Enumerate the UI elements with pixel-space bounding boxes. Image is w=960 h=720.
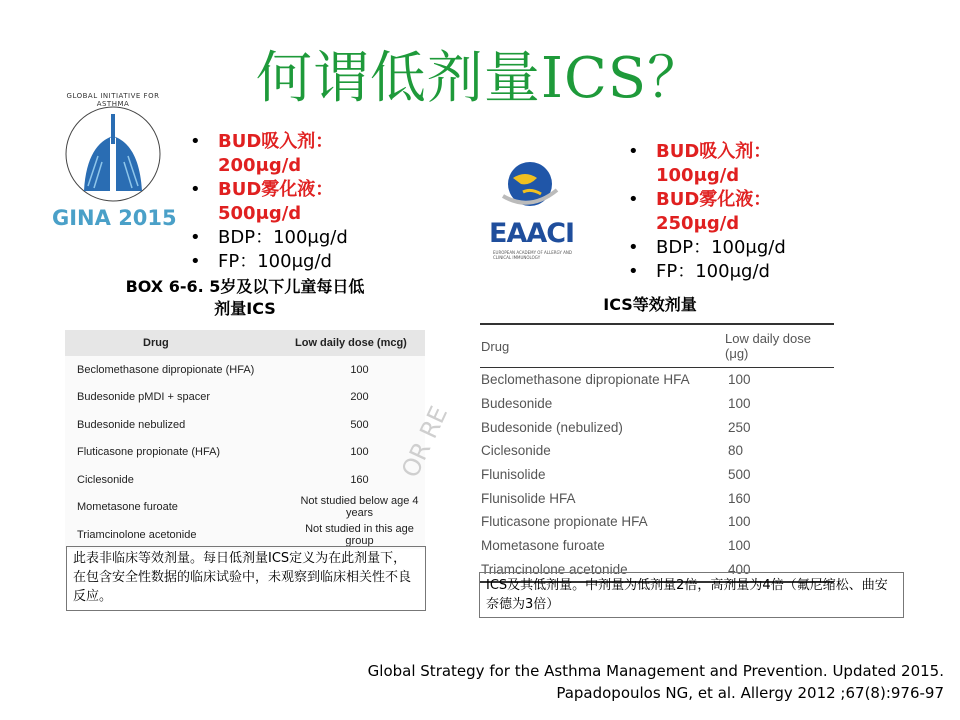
gina-cell-dose: Not studied below age 4 years — [300, 495, 419, 520]
eaaci-table — [480, 323, 834, 583]
eaaci-subtitle: EUROPEAN ACADEMY OF ALLERGY AND CLINICAL IMMUNOLOGY — [493, 250, 572, 260]
eaaci-bullet-3: • FP：100μg/d — [626, 260, 826, 284]
eaaci-table-title: ICS等效剂量 — [603, 295, 697, 314]
gina-cell-drug: Ciclesonide — [77, 473, 134, 486]
gina-col-dose: Low daily dose (mcg) — [294, 330, 425, 356]
eaaci-cell-drug: Mometasone furoate — [481, 538, 605, 554]
gina-row — [65, 439, 425, 467]
gina-cell-dose: 160 — [350, 473, 369, 486]
reference-2: Papadopoulos NG, et al. Allergy 2012 ;67(8):976-97 — [556, 684, 944, 702]
gina-cell-dose: Not studied in this age group — [305, 522, 414, 547]
eaaci-row — [480, 534, 834, 558]
gina-cell-drug: Fluticasone propionate (HFA) — [77, 446, 221, 459]
eaaci-cell-dose: 500 — [728, 467, 751, 483]
eaaci-bullet-1: • BUD雾化液：250μg/d — [626, 188, 826, 236]
eaaci-row — [480, 368, 834, 392]
eaaci-row — [480, 415, 834, 439]
gina-bullets — [188, 130, 388, 274]
eaaci-cell-dose: 250 — [728, 419, 751, 435]
gina-cell-drug: Beclomethasone dipropionate (HFA) — [77, 363, 255, 376]
gina-table — [65, 330, 425, 549]
eaaci-cell-dose: 100 — [728, 538, 751, 554]
eaaci-cell-dose: 100 — [728, 372, 751, 388]
gina-note: 此表非临床等效剂量。每日低剂量ICS定义为在此剂量下，在包含安全性数据的临床试验中，未观察到临床相关性不良反应。 — [66, 546, 426, 611]
eaaci-cell-drug: Flunisolide HFA — [481, 490, 576, 506]
eaaci-row — [480, 439, 834, 463]
eaaci-cell-dose: 100 — [728, 396, 751, 412]
eaaci-cell-drug: Budesonide — [481, 396, 553, 412]
eaaci-note: ICS及其低剂量。中剂量为低剂量2倍，高剂量为4倍（氟尼缩松、曲安奈德为3倍） — [479, 572, 904, 618]
eaaci-cell-drug: Ciclesonide — [481, 443, 551, 459]
gina-row — [65, 384, 425, 412]
gina-row — [65, 521, 425, 549]
gina-box-title — [70, 276, 420, 320]
gina-row — [65, 494, 425, 522]
gina-cell-dose: 500 — [350, 418, 369, 431]
eaaci-bullets — [626, 140, 826, 284]
gina-cell-drug: Mometasone furoate — [77, 501, 178, 514]
gina-row — [65, 356, 425, 384]
gina-bullet-2: • BDP：100μg/d — [188, 226, 388, 250]
gina-cell-dose: 200 — [350, 391, 369, 404]
gina-cell-dose: 100 — [350, 446, 369, 459]
gina-lungs-icon — [58, 96, 168, 216]
eaaci-cell-drug: Budesonide (nebulized) — [481, 419, 623, 435]
eaaci-col-dose: Low daily dose (μg) — [725, 331, 811, 361]
gina-logo — [58, 92, 168, 216]
gina-cell-drug: Budesonide nebulized — [77, 418, 186, 431]
eaaci-label: EAACI — [489, 218, 575, 249]
eaaci-cell-dose: 160 — [728, 490, 751, 506]
gina-label: GINA 2015 — [52, 206, 177, 230]
gina-box-title-line1: BOX 6-6. 5岁及以下儿童每日低 — [125, 277, 365, 296]
gina-ring-text: GLOBAL INITIATIVE FOR ASTHMA — [66, 92, 160, 108]
eaaci-cell-drug: Fluticasone propionate HFA — [481, 514, 648, 530]
gina-table-container — [65, 330, 425, 549]
gina-bullet-1: • BUD雾化液：500μg/d — [188, 178, 388, 226]
eaaci-cell-dose: 80 — [728, 443, 744, 459]
reference-1: Global Strategy for the Asthma Management and Prevention. Updated 2015. — [367, 662, 944, 680]
eaaci-col-drug: Drug — [481, 338, 510, 354]
eaaci-row — [480, 486, 834, 510]
gina-cell-drug: Budesonide pMDI + spacer — [77, 391, 210, 404]
gina-cell-dose: 100 — [350, 363, 369, 376]
eaaci-row — [480, 463, 834, 487]
gina-box-title-line2: 剂量ICS — [214, 299, 276, 318]
gina-cell-drug: Triamcinolone acetonide — [77, 528, 197, 541]
eaaci-table-container — [480, 323, 834, 583]
gina-row — [65, 466, 425, 494]
eaaci-globe-icon — [485, 150, 575, 220]
page-title: 何谓低剂量ICS？ — [255, 46, 705, 111]
eaaci-row — [480, 510, 834, 534]
eaaci-cell-dose: 400 — [728, 561, 751, 577]
references — [244, 660, 944, 704]
watermark: OR RE — [396, 401, 454, 482]
eaaci-cell-dose: 100 — [728, 514, 751, 530]
eaaci-cell-drug: Triamcinolone acetonide — [481, 561, 628, 577]
eaaci-logo — [485, 150, 575, 260]
eaaci-bullet-0: • BUD吸入剂：100μg/d — [626, 140, 826, 188]
eaaci-cell-drug: Flunisolide — [481, 467, 546, 483]
eaaci-row — [480, 392, 834, 416]
gina-bullet-3: • FP：100μg/d — [188, 250, 388, 274]
gina-col-drug: Drug — [65, 330, 294, 356]
gina-bullet-0: • BUD吸入剂：200μg/d — [188, 130, 388, 178]
eaaci-cell-drug: Beclomethasone dipropionate HFA — [481, 372, 690, 388]
gina-row — [65, 411, 425, 439]
eaaci-bullet-2: • BDP：100μg/d — [626, 236, 826, 260]
